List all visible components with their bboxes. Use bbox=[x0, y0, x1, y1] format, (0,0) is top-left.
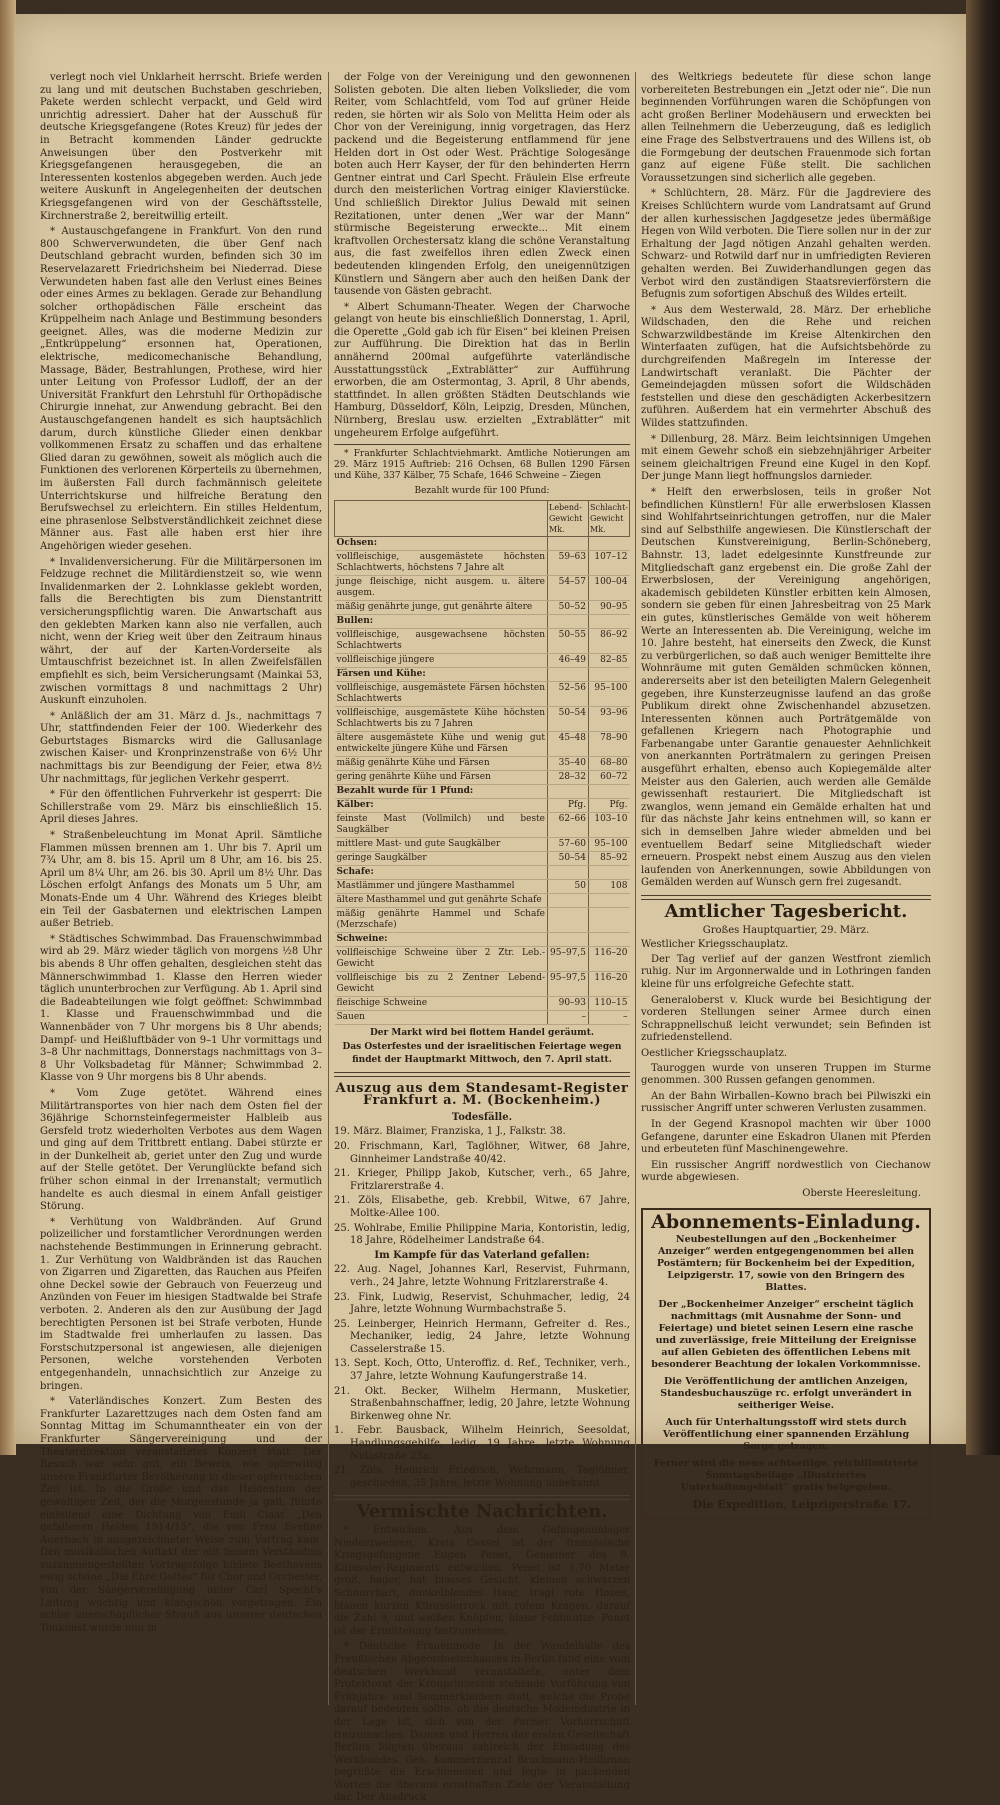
column-rule-1 bbox=[328, 72, 329, 1705]
eastern-front-text-4: Ein russischer Angriff nordwestlich von Ciechanow wurde abgewiesen. bbox=[641, 1159, 931, 1184]
subscription-text-2: Der „Bockenheimer Anzeiger“ erscheint täglich nachmittags (mit Ausnahme der Sonn- und Feiertage) und bietet seinen Lesern eine rasche und zuverlässige, freie Mitteilung der Ereignisse auf allen Gebieten des öffentlichen Lebens mit besonderer Beachtung der lokalen Vorkommnisse. bbox=[651, 1299, 921, 1371]
article-schluechtern: * Schlüchtern, 28. März. Für die Jagdreviere des Kreises Schlüchtern wurde vom Landratsamt auf Grund der allen kurhessischen Jagdgesetze jedes übermäßige Hegen von Wild verboten. Die Tiere sollen nur in der zur Erhaltung der Jagd nötigen Anzahl gehalten werden. Schwarz- und Rotwild darf nur in umfriedigten Revieren gehalten werden. Bei Zuwiderhandlungen gegen das Verbot wird den zuständigen Staatsrevierförstern die Befugnis zum sofortigen Abschuß des Wildes erteilt. bbox=[641, 188, 931, 301]
market-live-price: 90–93 bbox=[548, 996, 589, 1010]
market-slaughter-price: 90–95 bbox=[589, 600, 630, 614]
subscription-signature: Die Expedition, Leipzigerstraße 17. bbox=[692, 1498, 911, 1512]
divider bbox=[334, 444, 630, 445]
column-rule-2 bbox=[635, 72, 636, 1705]
market-slaughter-price: 82–85 bbox=[589, 653, 630, 667]
market-live-price bbox=[548, 784, 589, 798]
market-slaughter-price: 93–96 bbox=[589, 706, 630, 731]
market-row bbox=[335, 575, 630, 600]
market-row-label: geringe Saugkälber bbox=[335, 851, 548, 865]
market-slaughter-price: 110–15 bbox=[589, 996, 630, 1010]
article-swimming-bath: * Städtisches Schwimmbad. Das Frauenschwimmbad wird ab 29. März wieder täglich von morgens ½8 Uhr bis abends 8 Uhr offen gehalten, desgleichen steht das Männerschwimmbad 1. Klasse den Herren wieder täglich ununterbrochen zur Verfügung. Ab 1. April sind die Badeabteilungen wie folgt geöffnet: Schwimmbad 1. Klasse und Frauenschwimmbad und die Wannenbäder von 7 Uhr morgens bis 8 Uhr abends; Dampf- und Heißluftbäder von 9–1 Uhr vormittags und 3–8 Uhr nachmittags, Donnerstags nachmittags von 3–8 Uhr Volksbadetag für Männer; Schwimmbad 2. Klasse von 9 Uhr morgens bis 8 Uhr abends. bbox=[40, 933, 322, 1084]
registry-deaths-heading: Todesfälle. bbox=[451, 1111, 513, 1123]
market-slaughter-price: 95–100 bbox=[589, 681, 630, 706]
page-binding-shadow bbox=[966, 0, 1000, 1455]
market-row bbox=[335, 932, 630, 946]
western-front-text-1: Der Tag verlief auf der ganzen Westfront ziemlich ruhig. Nur im Argonnerwalde und in Lothringen fanden kleine für uns erfolgreiche Gefechte statt. bbox=[641, 953, 931, 990]
market-slaughter-price bbox=[589, 667, 630, 681]
market-slaughter-price: 100–04 bbox=[589, 575, 630, 600]
market-row bbox=[335, 536, 630, 550]
market-live-price: 50–55 bbox=[548, 628, 589, 653]
market-slaughter-price: 60–72 bbox=[589, 770, 630, 784]
market-live-price: 59–63 bbox=[548, 550, 589, 575]
market-slaughter-price bbox=[589, 893, 630, 907]
column-3 bbox=[641, 72, 931, 1705]
market-slaughter-price: 108 bbox=[589, 879, 630, 893]
article-patriotic-concert: * Vaterländisches Konzert. Zum Besten des Frankfurter Lazarettzuges nach dem Osten fand am Sonntag Mittag im Schumanntheater ein von der Frankfurter Sängervereinigung und der Theaterdirektion veranstaltetes Konzert statt. Der Besuch war sehr gut, ein Beweis, wie opferwillig unsere Frankfurter Bevölkerung in dieser opferreichen Zeit ist. In die Größe und das Heldentum der gewaltigen Zeit, der die Morgenstunde ja galt, führte einleitend eine Dichtung von Emil Claar „Den gefallenen Helden 1914/15“, die von Frau Eveline Auerbach in ausgezeichneter Weise zum Vortrag kam. Den musikalischen Auftakt der mit feinem Verständnis zusammengestellten Vortragsfolge bildete Beethovens ewig schöne „Die Ehre Gottes“ für Chor und Orchester, von der Sängervereinigung unter Carl Specht's Leitung wuchtig und klangschön vorgetragen. Ein schier unerschöpflicher Strauß aus unserer deutschen Tonkunst wurde nun in bbox=[40, 1396, 322, 1634]
market-row bbox=[335, 653, 630, 667]
market-row bbox=[335, 812, 630, 837]
eastern-front-text-2: An der Bahn Wirballen–Kowno brach bei Pilwiszki ein russischer Angriff unter schweren Verlusten zusammen. bbox=[641, 1090, 931, 1115]
market-row-label: vollfleischige, ausgemästete Kühe höchsten Schlachtwerts bis zu 7 Jahren bbox=[335, 706, 548, 731]
market-live-price: 50–54 bbox=[548, 706, 589, 731]
market-row-label: junge fleischige, nicht ausgem. u. ältere ausgem. bbox=[335, 575, 548, 600]
market-header: * Frankfurter Schlachtviehmarkt. Amtliche Notierungen am 29. März 1915 Auftrieb: 216 Ochsen, 68 Bullen 1290 Färsen und Kühe, 337 Kälber, 75 Schafe, 1646 Schweine – Ziegen bbox=[334, 449, 630, 482]
market-row-label: Sauen bbox=[335, 1010, 548, 1024]
registry-entry: 25. Leinberger, Heinrich Hermann, Gefreiter d. Res., Mechaniker, ledig, 24 Jahre, letzte Wohnung Casselerstraße 15. bbox=[334, 1318, 630, 1355]
market-row-label: gering genährte Kühe und Färsen bbox=[335, 770, 548, 784]
market-row-label: vollfleischige bis zu 2 Zentner Lebend-Gewicht bbox=[335, 971, 548, 996]
market-live-price: 52–56 bbox=[548, 681, 589, 706]
divider bbox=[334, 1495, 630, 1500]
market-row bbox=[335, 837, 630, 851]
market-row bbox=[335, 851, 630, 865]
article-exchange-prisoners: * Austauschgefangene in Frankfurt. Von den rund 800 Schwerverwundeten, die über Genf nach Deutschland gebracht wurden, befinden sich 30 im Reservelazarett Friedrichsheim bei Niederrad. Diese Verwundeten haben fast alle den Verlust eines Beines oder eines Armes zu beklagen. Gerade zur Behandlung solcher orthopädischen Fälle erscheint das Krüppelheim nach Anlage und Bestimmung besonders geeignet. Alles, was die moderne Medizin zur „Entkrüppelung“ ersonnen hat, Operationen, elektrische, medicomechanische Behandlung, Massage, Bäder, Bestrahlungen, Prothese, wird hier unter Leitung von Professor Ludloff, der an der Universität Frankfurt den Lehrstuhl für Orthopädische Chirurgie innehat, zur Anwendung gebracht. Bei den Austauschgefangenen handelt es sich hauptsächlich darum, durch künstliche Glieder einen denkbar vollkommenen Ersatz zu schaffen und das erhaltene Glied daran zu gewöhnen, soweit als möglich auch die Funktionen des verlorenen Körperteils zu übernehmen, im äußersten Fall durch fachmännisch geleitete Unterrichtskurse und hilfreiche Beratung den Berufswechsel zu erleichtern. Ein stilles Heldentum, eine phrasenlose Selbstverständlichkeit zeichnet diese Männer aus. Fast alle haben erst hier ihre Angehörigen wieder gesehen. bbox=[40, 226, 322, 552]
market-row bbox=[335, 798, 630, 812]
market-row-label: ältere Masthammel und gut genährte Schafe bbox=[335, 893, 548, 907]
article-artists-appeal: * Helft den erwerbslosen, teils in großer Not befindlichen Künstlern! Für alle erwerbslosen Klassen sind Wohlfahrtseinrichtungen getroffen, nur die Maler sind auf Selbsthilfe angewiesen. Die Künstlerschaft der Deutschen Kunstvereinigung, Berlin-Schöneberg, Bahnstr. 13, ladet edelgesinnte Kunstfreunde zur Mitgliedschaft ganz ergebenst ein. Die große Zahl der Erwerbslosen, der Vereinigung angehörigen, akademisch gebildeten Künstler erbitten kein Almosen, sondern sie geben für einen Jahresbeitrag von 25 Mark ein gutes, künstlerisches Gemälde von weit höherem Werte an Interessenten ab. Die Vereinigung, welche im 10. Jahre besteht, hat einerseits den Zweck, die Kunst zu verbürgerlichen, so daß auch weniger Bemittelte ihre Wohnräume mit guten Gemälden schmücken können, andererseits aber ist den beteiligten Malern Gelegenheit gegeben, ihre Kunsterzeugnisse laufend an das große Publikum direkt ohne Zwischenhandel abzusetzen. Interessenten können auch Porträtgemälde von gefallenen Kriegern nach Photographie und Farbenangabe unter Garantie genauester Aehnlichkeit von anerkannten Porträtmalern zu geringen Preisen ausgeführt erhalten, ebenso auch Kopiegemälde alter Meister aus den Galerien, auch werden alle Gemälde gewissenhaft restauriert. Die Mitgliedschaft ist zwanglos, wenn jemand ein Gemälde erhalten hat und für das nächste Jahr keins entnehmen will, so kann er sich in demselben Jahre wieder abmelden und bei eventuellem Bedarf seine Mitgliedschaft wieder erneuern. Prospekt nebst einem Auszug aus den vielen laufenden von Anerkennungen, sowie Abbildungen von Gemälden werden auf Wunsch gern frei zugesandt. bbox=[641, 487, 931, 889]
article-bismarck-celebration: * Anläßlich der am 31. März d. Js., nachmittags 7 Uhr, stattfindenden Feier der 100. Wiederkehr des Geburtstages Bismarcks wird die Gallusanlage zwischen Kaiser- und Kronprinzenstraße von 6½ Uhr nachmittags bis zur Beendigung der Feier, etwa 8½ Uhr nachmittags, für jeglichen Verkehr gesperrt. bbox=[40, 710, 322, 785]
market-row bbox=[335, 946, 630, 971]
market-slaughter-price: 116–20 bbox=[589, 971, 630, 996]
market-row-label: Mastlämmer und jüngere Masthammel bbox=[335, 879, 548, 893]
registry-entry: 21. Okt. Becker, Wilhelm Hermann, Musketier, Straßenbahnschaffner, ledig, 20 Jahre, letzte Wohnung Birkenweg ohne Nr. bbox=[334, 1385, 630, 1422]
market-row bbox=[335, 667, 630, 681]
article-concert-continued: der Folge von der Vereinigung und den gewonnenen Solisten geboten. Die alten lieben Volkslieder, die vom Reiter, vom Schlachtfeld, vom Tod auf grüner Heide reden, sie hörten wir als Solo von Melitta Heim oder als Chor von der Vereinigung, innig vorgetragen, das Herz packend und die Begeisterung entflammend für jene Helden dort in Ost oder West. Prächtige Sologesänge boten auch Herr Kayser, der für den behinderten Herrn Gentner eintrat und Carl Specht. Fräulein Else erfreute durch den meisterlichen Vortrag einiger Klavierstücke. Und schließlich Direktor Julius Dewald mit seinen Rezitationen, unter denen „Wer war der Mann“ stürmische Begeisterung erweckte... Mit einem kraftvollen Orchestersatz klang die schöne Veranstaltung aus, die fast zweifellos ihren edlen Zweck einen bedeutenden klingenden Erfolg, den uneigennützigen Künstlern und Sängern aber auch den heißen Dank der tausende von Gästen gebracht. bbox=[334, 72, 630, 298]
market-row bbox=[335, 879, 630, 893]
market-row-label: mäßig genährte Kühe und Färsen bbox=[335, 756, 548, 770]
article-westerwald: * Aus dem Westerwald, 28. März. Der erhebliche Wildschaden, den die Rehe und reichen Schwarzwildbestände im Kreise Altenkirchen den Winterfaaten zufügen, hat die Aufsichtsbehörde zu durchgreifenden Maßregeln im Interesse der Landwirtschaft veranlaßt. Die Pächter der Gemeindejagden müssen sofort die Wildschäden feststellen und diese den geschädigten Ackerbesitzern zuführen. Außerdem hat ein vermehrter Abschuß des Wildes stattzufinden. bbox=[641, 304, 931, 430]
subscription-text-5: Ferner wird die neue achtseitige, reichillustrierte Sonntagsbeilage „Illustriertes Unterhaltungsblatt“ gratis beigegeben. bbox=[653, 1458, 919, 1494]
subscription-text-4: Auch für Unterhaltungsstoff wird stets durch Veröffentlichung einer spannenden Erzählung Sorge getragen. bbox=[662, 1417, 910, 1453]
registry-entry: 23. Fink, Ludwig, Reservist, Schuhmacher, ledig, 24 Jahre, letzte Wohnung Wurmbachstraße 5. bbox=[334, 1291, 630, 1316]
market-live-price: Pfg. bbox=[548, 798, 589, 812]
market-row-label: vollfleischige, ausgewachsene höchsten Schlachtwerts bbox=[335, 628, 548, 653]
registry-entry: 25. Wohlrabe, Emilie Philippine Maria, Kontoristin, ledig, 18 Jahre, Rödelheimer Landstraße 64. bbox=[334, 1222, 630, 1247]
article-pow-mail: verlegt noch viel Unklarheit herrscht. Briefe werden zu lang und mit deutschen Buchstaben geschrieben, Pakete werden schlecht verpackt, und Geld wird unrichtig adressiert. Daher hat der Ausschuß für deutsche Kriegsgefangene (Rotes Kreuz) für jedes der in Betracht kommenden Länder gedruckte Anweisungen über den Postverkehr mit Kriegsgefangenen herausgegeben, die an Interessenten kostenlos abgegeben werden. Auch jede weitere Auskunft in Angelegenheiten der deutschen Kriegsgefangenen wird von der Geschäftsstelle, Kirchnerstraße 2, bereitwillig erteilt. bbox=[40, 72, 322, 222]
market-slaughter-price: 116–20 bbox=[589, 946, 630, 971]
misc-news-title: Vermischte Nachrichten. bbox=[356, 1501, 608, 1523]
deaths-list bbox=[334, 1126, 630, 1247]
article-womens-fashion: * Deutsche Frauenmode. In der Wandelhalle des Preußischen Abgeordnetenhauses in Berlin fand eine vom deutschen Werkbund veranstaltete, unter dem Protektorat der Kronprinzessin stehende Vorführung von Frühjahrs- und Sommerkleidern statt, welche die Probe darauf bedeuten sollte, ob die deutsche Modeindustrie in der Lage ist, sich von der Pariser Vorherrschaft freizumachen. Damen und Herren der ersten Gesellschaft Berlins folgten überaus zahlreich der Einladung des Werkbundes. Geh. Kommerzienrat Bruckmann-Heilbronn begrüßte die Erschienenen und legte in packenden Worten die überaus ernsthaften Ziele der Veranstaltung dar. Der Ausdruck bbox=[334, 1641, 630, 1804]
western-front-heading: Westlicher Kriegsschauplatz. bbox=[641, 939, 789, 951]
market-row-label: mäßig genährte junge, gut genährte ältere bbox=[335, 600, 548, 614]
market-slaughter-price bbox=[589, 932, 630, 946]
market-slaughter-price bbox=[589, 614, 630, 628]
registry-entry: 20. Frischmann, Karl, Taglöhner, Witwer, 68 Jahre, Ginnheimer Landstraße 40/42. bbox=[334, 1140, 630, 1165]
market-row bbox=[335, 893, 630, 907]
registry-entry: 19. März. Blaimer, Franziska, 1 J., Falkstr. 38. bbox=[334, 1126, 566, 1138]
daily-report-title: Amtlicher Tagesbericht. bbox=[664, 901, 908, 922]
market-slaughter-price: 107–12 bbox=[589, 550, 630, 575]
market-row bbox=[335, 681, 630, 706]
market-row-label: vollfleischige jüngere bbox=[335, 653, 548, 667]
market-live-price bbox=[548, 536, 589, 550]
market-table bbox=[334, 500, 630, 1025]
market-live-price bbox=[548, 667, 589, 681]
market-row bbox=[335, 996, 630, 1010]
market-col-category bbox=[335, 500, 548, 536]
article-dillenburg: * Dillenburg, 28. März. Beim leichtsinnigen Umgehen mit einem Gewehr schoß ein siebzehnjähriger Arbeiter seinem gleichaltrigen Freund eine Kugel in den Kopf. Der junge Mann liegt hoffnungslos darnieder. bbox=[641, 433, 931, 483]
registry-entry: 21. Zöls, Elisabethe, geb. Krebbil, Witwe, 67 Jahre, Moltke-Allee 100. bbox=[334, 1195, 630, 1219]
market-live-price: 50 bbox=[548, 879, 589, 893]
market-row bbox=[335, 971, 630, 996]
market-row bbox=[335, 784, 630, 798]
daily-report-signature: Oberste Heeresleitung. bbox=[802, 1187, 921, 1199]
market-live-price bbox=[548, 893, 589, 907]
market-slaughter-price: 95–100 bbox=[589, 837, 630, 851]
market-row bbox=[335, 865, 630, 879]
registry-entry: 13. Sept. Koch, Otto, Unteroffiz. d. Ref., Techniker, verh., 37 Jahre, letzte Wohnung Kaufungerstraße 14. bbox=[334, 1358, 630, 1383]
market-row-label: Schweine: bbox=[335, 932, 548, 946]
market-row bbox=[335, 731, 630, 756]
subscription-box bbox=[641, 1208, 931, 1519]
market-slaughter-price: 68–80 bbox=[589, 756, 630, 770]
market-slaughter-price: 78–90 bbox=[589, 731, 630, 756]
market-row bbox=[335, 614, 630, 628]
market-row-label: feinste Mast (Vollmilch) und beste Saugkälber bbox=[335, 812, 548, 837]
market-row-label: Kälber: bbox=[335, 798, 548, 812]
market-live-price: 57–60 bbox=[548, 837, 589, 851]
registry-title: Auszug aus dem Standesamt-Register Frankfurt a. M. (Bockenheim.) bbox=[335, 1080, 629, 1109]
market-live-price: 54–57 bbox=[548, 575, 589, 600]
article-street-closure: * Für den öffentlichen Fuhrverkehr ist gesperrt: Die Schillerstraße vom 29. März bis einschließlich 15. April dieses Jahres. bbox=[40, 789, 322, 826]
article-street-lighting: * Straßenbeleuchtung im Monat April. Sämtliche Flammen müssen brennen am 1. Uhr bis 7. April um 7¾ Uhr, am 8. bis 15. April um 8 Uhr, am 16. bis 25. April um 8¼ Uhr, am 26. bis 30. April um 8½ Uhr. Das Löschen erfolgt Anfangs des Monats um 5 Uhr, am Monats-Ende um 4 Uhr. Während des Krieges bleibt ein Teil der Gasbaternen und elektrischen Lampen außer Betrieb. bbox=[40, 830, 322, 930]
article-fashion-continued: des Weltkriegs bedeutete für diese schon lange vorbereiteten Bestrebungen ein „Jetzt oder nie“. Die nun beginnenden Vorführungen waren die Schöpfungen von acht großen Berliner Modehäusern und erweckten bei allen Teilnehmern die Ueberzeugung, daß es lediglich eine Frage des Selbstvertrauens und des Willens ist, ob die Formgebung der deutschen Frauenmode sich fortan ganz auf eigene Füße stellt. Die sachlichen Voraussetzungen sind sicherlich alle gegeben. bbox=[641, 72, 931, 184]
eastern-front-text-1: Tauroggen wurde von unseren Truppen im Sturme genommen. 300 Russen gefangen genommen. bbox=[641, 1062, 931, 1087]
market-slaughter-price bbox=[589, 784, 630, 798]
market-row-label: Ochsen: bbox=[335, 536, 548, 550]
eastern-front-heading: Oestlicher Kriegsschauplatz. bbox=[641, 1047, 788, 1059]
western-front-text-2: Generaloberst v. Kluck wurde bei Besichtigung der vorderen Stellungen seiner Armee durch einen Schrappnellschuß leicht verwundet; sein Befinden ist zufriedenstellend. bbox=[641, 994, 931, 1044]
market-live-price: 45–48 bbox=[548, 731, 589, 756]
article-forest-fires: * Verhütung von Waldbränden. Auf Grund polizeilicher und forstamtlicher Verordnungen werden nachstehende Bestimmungen in Erinnerung gebracht. 1. Zur Verhütung von Waldbränden ist das Rauchen von Zigarren und Zigaretten, das Rauchen aus Pfeifen ohne Deckel sowie der Gebrauch von Feuerzeug und Anzünden von Feuer im hiesigen Stadtwalde bei Strafe verboten. 2. Anderen als den zur Ausübung der Jagd berechtigten Personen ist bei Strafe verboten, Hunde im Stadtwalde frei umherlaufen zu lassen. Das Forstschutzpersonal ist angewiesen, alle diejenigen Personen, welche vorstehenden Verboten entgegenhandeln, unnachsichtlich zur Anzeige zu bringen. bbox=[40, 1216, 322, 1392]
subscription-text-1: Neubestellungen auf den „Bockenheimer Anzeiger“ werden entgegengenommen bei allen Postämtern; für Bockenheim bei der Expedition, Leipzigerstr. 17, sowie von den Bringern des Blattes. bbox=[656, 1234, 916, 1294]
market-row-label: Bezahlt wurde für 1 Pfund: bbox=[335, 784, 548, 798]
market-slaughter-price: 103–10 bbox=[589, 812, 630, 837]
market-table-body bbox=[335, 536, 630, 1024]
registry-entry: 21. Krieger, Philipp Jakob, Kutscher, verh., 65 Jahre, Fritzlarerstraße 4. bbox=[334, 1168, 630, 1192]
subscription-title: Abonnements-Einladung. bbox=[651, 1211, 921, 1234]
market-row bbox=[335, 756, 630, 770]
column-1 bbox=[40, 72, 322, 1705]
daily-report-headquarters: Großes Hauptquartier, 29. März. bbox=[702, 924, 870, 936]
market-live-price bbox=[548, 907, 589, 932]
market-row bbox=[335, 600, 630, 614]
market-row bbox=[335, 706, 630, 731]
market-col-live-weight: Lebend-Gewicht Mk. bbox=[548, 500, 589, 536]
divider bbox=[641, 895, 931, 900]
article-escaped-prisoner: * Entwichen. Aus dem Gefangenenlager Niederzwehren, Kreis Cassel ist der französische Kriegsgefangene Eugen Penet, Gemeiner des 9. Kürassier-Regiments entwichen. Penet ist 1,70 Meter groß, hager, hat blasses Gesicht, kleinen schwarzen Schnurrbart, dunkelblondes Haar, trägt rote Hosen, blauen kurzen Kürassierrock mit rotem Kragen, darauf die Zahl 9, und weißen Knöpfen, blaue Feldmütze. Penet ist der Ermittelung festzunehmen. bbox=[334, 1525, 630, 1637]
market-live-price bbox=[548, 865, 589, 879]
market-row-label: mittlere Mast- und gute Saugkälber bbox=[335, 837, 548, 851]
divider bbox=[334, 1072, 630, 1077]
market-live-price: 28–32 bbox=[548, 770, 589, 784]
market-live-price: 50–52 bbox=[548, 600, 589, 614]
market-live-price: 95–97,5 bbox=[548, 946, 589, 971]
market-slaughter-price bbox=[589, 907, 630, 932]
market-row bbox=[335, 770, 630, 784]
market-footnote: Der Markt wird bei flottem Handel geräumt. bbox=[369, 1027, 594, 1038]
column-2 bbox=[334, 72, 630, 1804]
registry-entry: 21. Zöls, Heinrich Friedrich, Wehrmann, Taglöhner, geschieden, 35 Jahre, letzte Wohnung unbekannt. bbox=[334, 1465, 630, 1489]
article-schumann-theater: * Albert Schumann-Theater. Wegen der Charwoche gelangt von heute bis einschließlich Donnerstag, 1. April, die Operette „Gold gab ich für Eisen“ bei kleinen Preisen zur Aufführung. Die Direktion hat das in Berlin annähernd 200mal aufgeführte vaterländische Ausstattungsstück „Extrablätter“ zur Aufführung erworben, die am Ostermontag, 3. April, 8 Uhr abends, stattfindet. In allen größten Städten Deutschlands wie Hamburg, Düsseldorf, Köln, Leipzig, Dresden, München, Nürnberg, Breslau usw. erzielten „Extrablätter“ mit ungeheurem Erfolge aufgeführt. bbox=[334, 301, 630, 439]
market-slaughter-price: – bbox=[589, 1010, 630, 1024]
market-slaughter-price: Pfg. bbox=[589, 798, 630, 812]
market-row-label: vollfleischige Schweine über 2 Ztr. Leb.-Gewicht bbox=[335, 946, 548, 971]
market-row bbox=[335, 1010, 630, 1024]
subscription-text-3: Die Veröffentlichung der amtlichen Anzeigen, Standesbuchauszüge rc. erfolgt unverändert in seitheriger Weise. bbox=[660, 1376, 912, 1412]
market-row bbox=[335, 907, 630, 932]
market-footnote-2: Das Osterfestes und der israelitischen Feiertage wegen findet der Hauptmarkt Mittwoch, den 7. April statt. bbox=[342, 1042, 622, 1065]
market-row bbox=[335, 628, 630, 653]
market-paid-note: Bezahlt wurde für 100 Pfund: bbox=[414, 486, 550, 497]
market-live-price: 95–97,5 bbox=[548, 971, 589, 996]
fallen-list bbox=[334, 1264, 630, 1490]
registry-fallen-heading: Im Kampfe für das Vaterland gefallen: bbox=[374, 1249, 590, 1261]
market-slaughter-price: 86–92 bbox=[589, 628, 630, 653]
market-row-label: vollfleischige, ausgemästete Färsen höchsten Schlachtwerts bbox=[335, 681, 548, 706]
market-live-price: 35–40 bbox=[548, 756, 589, 770]
registry-entry: 1. Febr. Bausback, Wilhelm Heinrich, Seesoldat, Handlungsgehilfe, ledig, 19 Jahre, letzte Wohnung Nidastraße 23a. bbox=[334, 1425, 630, 1462]
market-live-price bbox=[548, 614, 589, 628]
market-row-label: ältere ausgemästete Kühe und wenig gut entwickelte jüngere Kühe und Färsen bbox=[335, 731, 548, 756]
market-live-price: – bbox=[548, 1010, 589, 1024]
market-live-price: 46–49 bbox=[548, 653, 589, 667]
market-row bbox=[335, 550, 630, 575]
market-slaughter-price: 85–92 bbox=[589, 851, 630, 865]
market-live-price: 62–66 bbox=[548, 812, 589, 837]
market-row-label: mäßig genährte Hammel und Schafe (Merzschafe) bbox=[335, 907, 548, 932]
market-live-price bbox=[548, 932, 589, 946]
market-row-label: Bullen: bbox=[335, 614, 548, 628]
article-invalid-insurance: * Invalidenversicherung. Für die Militärpersonen im Feldzuge rechnet die Militärdienstzeit so, wie wenn Invalidenmarken der 2. Lohnklasse geklebt worden, falls die Berechtigten bis zum Dienstantritt versicherungspflichtig waren. Die Anwartschaft aus den geklebten Marken kann also nie verfallen, auch nicht, wenn der Krieg weit über den Zeitraum hinaus währt, der auf der Karten-Vorderseite als Umtauschfrist bezeichnet ist. In allen Zweifelsfällen empfiehlt es sich, beim Versicherungsamt (Mainkai 53, zwischen vormittags 8 und nachmittags 2 Uhr) Auskunft einzuholen. bbox=[40, 556, 322, 707]
market-row-label: vollfleischige, ausgemästete höchsten Schlachtwerts, höchstens 7 Jahre alt bbox=[335, 550, 548, 575]
market-row-label: Schafe: bbox=[335, 865, 548, 879]
article-train-death: * Vom Zuge getötet. Während eines Militärtransportes von hier nach dem Osten fiel der 36jährige Schornsteinfegermeister Halbleib aus Gersfeld trotz wiederholten Verbotes aus dem Wagen und ging auf dem Trittbrett entlang. Dabei stürzte er in der Dunkelheit ab, geriet unter den Zug und wurde auf der Stelle getötet. Der Verunglückte befand sich früher schon einmal in der Irrenanstalt; vermutlich handelte es auch diesmal in einem Anfall geistiger Störung. bbox=[40, 1087, 322, 1213]
eastern-front-text-3: In der Gegend Krasnopol machten wir über 1000 Gefangene, darunter eine Eskadron Ulanen mit Pferden und erbeuteten fünf Maschinengewehre. bbox=[641, 1118, 931, 1156]
market-row-label: fleischige Schweine bbox=[335, 996, 548, 1010]
registry-entry: 22. Aug. Nagel, Johannes Karl, Reservist, Fuhrmann, verh., 24 Jahre, letzte Wohnung Fritzlarerstraße 4. bbox=[334, 1264, 630, 1288]
market-slaughter-price bbox=[589, 536, 630, 550]
market-col-slaughter-weight: Schlacht-Gewicht Mk. bbox=[589, 500, 630, 536]
market-row-label: Färsen und Kühe: bbox=[335, 667, 548, 681]
market-live-price: 50–54 bbox=[548, 851, 589, 865]
market-slaughter-price bbox=[589, 865, 630, 879]
